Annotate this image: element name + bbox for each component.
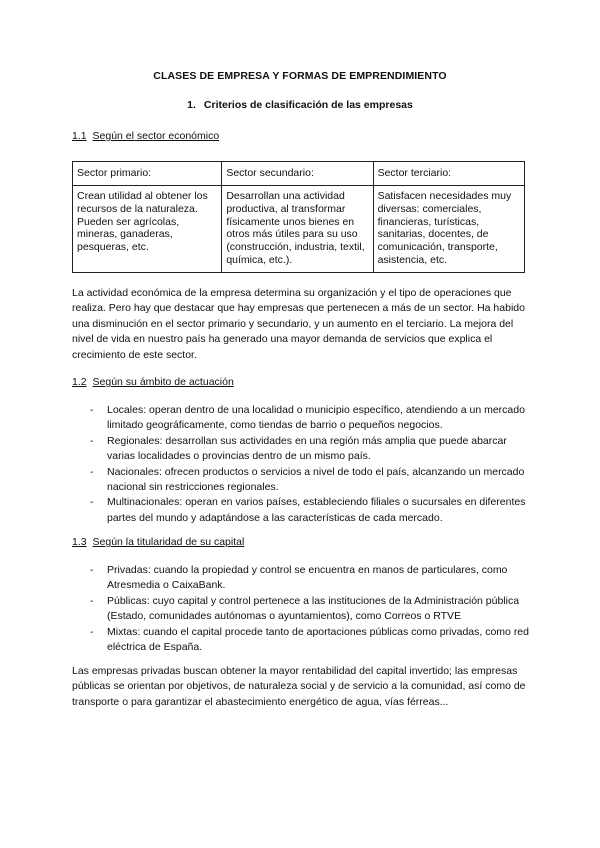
- list-item: [90, 434, 530, 465]
- list-item-text: Multinacionales: operan en varios países, estableciendo filiales o sucursales en diferentes partes del mundo y adaptándose a las características de cada mercado.: [107, 496, 526, 524]
- dash-bullet: -: [90, 594, 94, 607]
- subsection-number: 1.1: [72, 130, 87, 142]
- subsection-heading-scope: [72, 376, 234, 388]
- sector-table-header-row: [73, 162, 525, 186]
- document-title: CLASES DE EMPRESA Y FORMAS DE EMPRENDIMIENTO: [153, 70, 447, 82]
- list-item-text: Mixtas: cuando el capital procede tanto de aportaciones públicas como privadas, como red eléctrica de España.: [107, 625, 529, 654]
- dash-bullet: -: [90, 465, 94, 478]
- list-item-text: Nacionales: ofrecen productos o servicios a nivel de todo el país, alcanzando un mercado nacional sin restricciones regionales.: [107, 465, 525, 494]
- sector-table: [72, 161, 525, 273]
- ownership-list: [90, 563, 530, 655]
- list-item: [90, 495, 530, 526]
- dash-bullet: -: [90, 496, 94, 509]
- list-item: [90, 563, 530, 594]
- list-item: [90, 625, 530, 656]
- scope-list: [90, 403, 530, 526]
- header-secondary-sector: Sector secundario:: [222, 162, 373, 186]
- ownership-paragraph: Las empresas privadas buscan obtener la mayor rentabilidad del capital invertido; las empresas públicas se orientan por objetivos, de naturaleza social y de servicio a la comunidad, así como de transporte o para garantizar el abastecimiento energético de agua, vías férreas...: [72, 665, 526, 708]
- subsection-number: 1.2: [72, 376, 87, 388]
- subsection-heading-text: Según el sector económico: [92, 130, 220, 142]
- list-item-text: Locales: operan dentro de una localidad o municipio específico, atendiendo a un mercado limitado geográficamente, como tiendas de barrio o pequeños negocios.: [107, 404, 525, 432]
- dash-bullet: -: [90, 404, 94, 416]
- list-item: [90, 465, 530, 496]
- list-item: [90, 403, 530, 434]
- cell-secondary-sector: Desarrollan una actividad productiva, al transformar físicamente unos bienes en otros más útiles para su uso (construcción, industria, textil, química, etc.).: [222, 186, 373, 273]
- dash-bullet: -: [90, 564, 94, 576]
- section-number: 1.: [187, 99, 196, 111]
- header-primary-sector: Sector primario:: [73, 162, 222, 186]
- header-tertiary-sector: Sector terciario:: [373, 162, 524, 186]
- dash-bullet: -: [90, 434, 94, 447]
- subsection-heading-text: Según la titularidad de su capital: [92, 536, 245, 548]
- list-item-text: Regionales: desarrollan sus actividades en una región más amplia que puede abarcar varias localidades o provincias dentro de un mismo país.: [107, 434, 507, 463]
- dash-bullet: -: [90, 625, 94, 638]
- subsection-number: 1.3: [72, 536, 87, 548]
- economic-sector-paragraph: La actividad económica de la empresa determina su organización y el tipo de operaciones que realiza. Pero hay que destacar que hay empresas que pertenecen a más de un sector. Ha habido una disminución en el sector primario y secundario, y un aumento en el terciario. La mejora del nivel de vida en nuestro país ha generado una mayor demanda de servicios que explica el crecimiento de este sector.: [72, 287, 525, 361]
- list-item-text: Privadas: cuando la propiedad y control se encuentra en manos de particulares, como Atresmedia o CaixaBank.: [107, 564, 508, 592]
- subsection-heading-text: Según su ámbito de actuación: [92, 376, 234, 388]
- subsection-heading-ownership: [72, 536, 244, 548]
- list-item: [90, 594, 530, 625]
- subsection-heading-economic-sector: [72, 130, 219, 142]
- sector-table-body-row: [73, 186, 525, 273]
- list-item-text: Públicas: cuyo capital y control pertenece a las instituciones de la Administración pública (Estado, comunidades autónomas o ayuntamientos), como Correos o RTVE: [107, 594, 520, 623]
- section-title-text: Criterios de clasificación de las empresas: [203, 99, 413, 111]
- cell-tertiary-sector: Satisfacen necesidades muy diversas: comerciales, financieras, turísticas, sanitarias, docentes, de comunicación, transporte, asistencia, etc.: [373, 186, 524, 273]
- section-title: [0, 99, 600, 111]
- cell-primary-sector: Crean utilidad al obtener los recursos de la naturaleza. Pueden ser agrícolas, mineras, ganaderas, pesqueras, etc.: [73, 186, 222, 273]
